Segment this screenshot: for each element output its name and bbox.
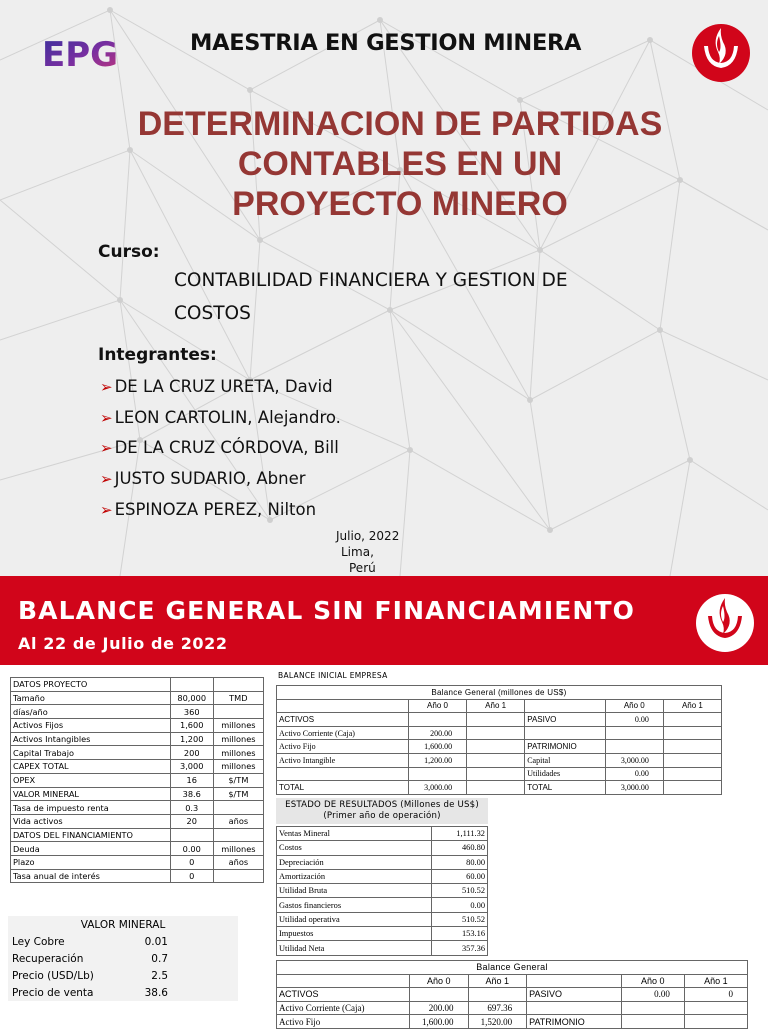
- banner-title: BALANCE GENERAL SIN FINANCIAMIENTO: [18, 596, 635, 625]
- table-cell: Ley Cobre: [12, 935, 65, 948]
- estado-resultados-table: [276, 826, 488, 956]
- table-cell: 0: [684, 988, 747, 1002]
- table-cell: OPEX: [11, 773, 171, 787]
- table-cell: Capital Trabajo: [11, 746, 171, 760]
- table-cell: 1,600: [170, 719, 213, 733]
- table-cell: [170, 678, 213, 692]
- table-title: Balance General (millones de US$): [277, 686, 722, 700]
- table-cell: $/TM: [213, 773, 263, 787]
- table-cell: PASIVO: [525, 713, 606, 727]
- table-cell: [525, 726, 606, 740]
- table-cell: 38.6: [170, 787, 213, 801]
- table-cell: Activos Fijos: [11, 719, 171, 733]
- table-cell: 510.52: [432, 912, 488, 926]
- table-cell: [467, 781, 525, 795]
- table-cell: [277, 767, 409, 781]
- table-cell: [468, 988, 527, 1002]
- table-row: [277, 912, 488, 926]
- table-row: [11, 773, 264, 787]
- table-row: [11, 869, 264, 883]
- banner-subtitle: Al 22 de Julio de 2022: [18, 634, 228, 653]
- table-cell: [408, 713, 466, 727]
- table-cell: [663, 781, 721, 795]
- table-cell: 3,000: [170, 760, 213, 774]
- table-row: [11, 746, 264, 760]
- table-row: [11, 842, 264, 856]
- list-item: [100, 466, 341, 497]
- list-item: [100, 497, 341, 528]
- table-cell: [663, 713, 721, 727]
- table-row: [277, 726, 722, 740]
- table-cell: 0: [170, 855, 213, 869]
- table-cell: [663, 740, 721, 754]
- table-row: [11, 855, 264, 869]
- table-row: [277, 869, 488, 883]
- table-cell: 80.00: [432, 855, 488, 869]
- table-row: [11, 719, 264, 733]
- table-cell: 510.52: [432, 884, 488, 898]
- table-cell: millones: [213, 746, 263, 760]
- table-row: [11, 801, 264, 815]
- table-row: [11, 828, 264, 842]
- balance-inicial-table: [276, 685, 722, 795]
- table-cell: DATOS PROYECTO: [11, 678, 171, 692]
- estado-resultados-title: ESTADO DE RESULTADOS (Millones de US$): [285, 800, 479, 810]
- integrantes-list: [100, 374, 341, 527]
- table-row: [277, 753, 722, 767]
- column-header: [527, 974, 622, 988]
- table-cell: Tasa anual de interés: [11, 869, 171, 883]
- table-cell: ACTIVOS: [277, 988, 410, 1002]
- table-cell: [409, 988, 468, 1002]
- table-title-row: [277, 686, 722, 700]
- table-cell: 0.00: [432, 898, 488, 912]
- list-item: [100, 435, 341, 466]
- curso-label: Curso:: [98, 242, 160, 262]
- table-cell: Activo Corriente (Caja): [277, 1001, 410, 1015]
- column-header: Año 0: [409, 974, 468, 988]
- table-cell: [170, 828, 213, 842]
- table-row: [11, 732, 264, 746]
- table-cell: millones: [213, 760, 263, 774]
- member-name: LEON CARTOLIN, Alejandro.: [114, 407, 341, 427]
- datos-proyecto-table: [10, 677, 264, 883]
- svg-text:EPG: EPG: [42, 35, 119, 75]
- table-row: [277, 855, 488, 869]
- table-row: [277, 898, 488, 912]
- table-cell: 0.00: [605, 767, 663, 781]
- table-cell: Depreciación: [277, 855, 432, 869]
- table-row: [277, 841, 488, 855]
- column-header: Año 1: [663, 699, 721, 713]
- table-title-row: [277, 961, 748, 975]
- date-line: Lima,: [341, 545, 374, 559]
- table-cell: 1,600.00: [409, 1015, 468, 1029]
- column-header: [277, 974, 410, 988]
- balance-general-table: [276, 960, 748, 1029]
- table-cell: 1,520.00: [468, 1015, 527, 1029]
- arrow-bullet-icon: ➢: [100, 439, 113, 458]
- table-cell: 200: [170, 746, 213, 760]
- table-cell: [663, 767, 721, 781]
- table-cell: [663, 753, 721, 767]
- table-cell: 1,600.00: [408, 740, 466, 754]
- member-name: DE LA CRUZ CÓRDOVA, Bill: [114, 438, 339, 458]
- table-row: [8, 950, 238, 967]
- table-cell: VALOR MINERAL: [11, 787, 171, 801]
- arrow-bullet-icon: ➢: [100, 378, 113, 396]
- table-cell: [213, 869, 263, 883]
- column-header: Año 0: [621, 974, 684, 988]
- table-cell: DATOS DEL FINANCIAMIENTO: [11, 828, 171, 842]
- table-row: [11, 678, 264, 692]
- table-cell: 0.00: [621, 988, 684, 1002]
- title-banner: [0, 576, 768, 665]
- table-row: [277, 781, 722, 795]
- table-row: [277, 740, 722, 754]
- table-cell: 0.00: [605, 713, 663, 727]
- table-cell: [605, 726, 663, 740]
- table-row: [277, 713, 722, 727]
- table-cell: ACTIVOS: [277, 713, 409, 727]
- estado-resultados-header: [276, 798, 488, 824]
- program-title: MAESTRIA EN GESTION MINERA: [190, 30, 582, 56]
- table-cell: 0.3: [170, 801, 213, 815]
- table-row: [277, 927, 488, 941]
- table-cell: 200.00: [408, 726, 466, 740]
- arrow-bullet-icon: ➢: [100, 500, 113, 519]
- table-cell: 60.00: [432, 869, 488, 883]
- balance-inicial-label: BALANCE INICIAL EMPRESA: [278, 671, 388, 680]
- table-row: [11, 691, 264, 705]
- table-cell: [684, 1015, 747, 1029]
- table-cell: 1,111.32: [432, 827, 488, 841]
- table-cell: millones: [213, 719, 263, 733]
- table-row: [277, 884, 488, 898]
- table-cell: 460.80: [432, 841, 488, 855]
- estado-resultados-subtitle: (Primer año de operación): [323, 811, 441, 821]
- table-cell: Deuda: [11, 842, 171, 856]
- slide-title-line: PROYECTO MINERO: [232, 185, 568, 223]
- table-cell: 20: [170, 814, 213, 828]
- table-row: [277, 941, 488, 955]
- table-row: [277, 988, 748, 1002]
- table-cell: 38.6: [144, 986, 168, 999]
- table-cell: [621, 1001, 684, 1015]
- table-cell: Activo Fijo: [277, 740, 409, 754]
- table-cell: Utilidad Bruta: [277, 884, 432, 898]
- table-cell: TOTAL: [525, 781, 606, 795]
- table-row: [277, 827, 488, 841]
- table-header-row: [277, 974, 748, 988]
- table-cell: 2.5: [151, 969, 168, 982]
- table-cell: 0: [170, 869, 213, 883]
- table-cell: [213, 678, 263, 692]
- table-header-row: [277, 699, 722, 713]
- date-line: Perú: [349, 561, 376, 575]
- table-cell: Recuperación: [12, 952, 84, 965]
- table-cell: Gastos financieros: [277, 898, 432, 912]
- table-cell: Capital: [525, 753, 606, 767]
- table-cell: 697.36: [468, 1001, 527, 1015]
- table-cell: 200.00: [409, 1001, 468, 1015]
- column-header: [525, 699, 606, 713]
- table-cell: [467, 726, 525, 740]
- balance-slide: [0, 576, 768, 1027]
- curso-name: CONTABILIDAD FINANCIERA Y GESTION DE COSTOS: [174, 270, 568, 324]
- upc-logo-icon: [694, 592, 756, 654]
- list-item: [100, 405, 341, 436]
- table-cell: CAPEX TOTAL: [11, 760, 171, 774]
- upc-logo-icon: [690, 22, 752, 84]
- table-cell: [605, 740, 663, 754]
- table-row: [277, 1015, 748, 1029]
- table-cell: millones: [213, 732, 263, 746]
- table-cell: Activos Intangibles: [11, 732, 171, 746]
- table-cell: millones: [213, 842, 263, 856]
- table-cell: Plazo: [11, 855, 171, 869]
- table-cell: 153.16: [432, 927, 488, 941]
- valor-mineral-table: [8, 916, 238, 1001]
- table-cell: [213, 828, 263, 842]
- table-cell: PASIVO: [527, 988, 622, 1002]
- slide-title-line: CONTABLES EN UN: [237, 145, 563, 183]
- table-row: [11, 787, 264, 801]
- table-cell: 3,000.00: [605, 781, 663, 795]
- table-cell: Activo Intangible: [277, 753, 409, 767]
- table-cell: Activo Fijo: [277, 1015, 410, 1029]
- table-cell: Vida activos: [11, 814, 171, 828]
- date-line: Julio, 2022: [336, 529, 400, 543]
- column-header: Año 1: [467, 699, 525, 713]
- table-cell: [663, 726, 721, 740]
- table-cell: días/año: [11, 705, 171, 719]
- table-cell: PATRIMONIO: [525, 740, 606, 754]
- table-cell: 3,000.00: [408, 781, 466, 795]
- table-header-row: [8, 916, 238, 933]
- table-cell: Utilidades: [525, 767, 606, 781]
- column-header: Año 0: [408, 699, 466, 713]
- table-cell: TOTAL: [277, 781, 409, 795]
- table-cell: [467, 713, 525, 727]
- member-name: DE LA CRUZ URETA, David: [114, 377, 333, 396]
- table-cell: [213, 801, 263, 815]
- table-title: Balance General: [277, 961, 748, 975]
- table-cell: 0.00: [170, 842, 213, 856]
- table-cell: [621, 1015, 684, 1029]
- table-row: [11, 705, 264, 719]
- member-name: JUSTO SUDARIO, Abner: [114, 469, 306, 489]
- epg-logo: [42, 30, 119, 75]
- table-cell: Utilidad Neta: [277, 941, 432, 955]
- date-place: [336, 528, 399, 576]
- table-cell: 1,200.00: [408, 753, 466, 767]
- table-row: [11, 760, 264, 774]
- table-cell: $/TM: [213, 787, 263, 801]
- table-cell: Tamaño: [11, 691, 171, 705]
- table-cell: [213, 705, 263, 719]
- table-row: [8, 933, 238, 950]
- column-header: Año 0: [605, 699, 663, 713]
- table-cell: Impuestos: [277, 927, 432, 941]
- table-cell: Precio de venta: [12, 986, 94, 999]
- table-cell: [408, 767, 466, 781]
- table-cell: 1,200: [170, 732, 213, 746]
- table-cell: Ventas Mineral: [277, 827, 432, 841]
- table-cell: 360: [170, 705, 213, 719]
- list-item: [100, 374, 341, 405]
- slide-title: [80, 104, 720, 224]
- table-cell: Utilidad operativa: [277, 912, 432, 926]
- table-cell: [527, 1001, 622, 1015]
- table-cell: 0.7: [151, 952, 168, 965]
- table-row: [8, 984, 238, 1001]
- table-cell: 0.01: [144, 935, 168, 948]
- table-cell: Costos: [277, 841, 432, 855]
- table-cell: años: [213, 855, 263, 869]
- table-row: [277, 1001, 748, 1015]
- arrow-bullet-icon: ➢: [100, 470, 113, 489]
- table-cell: TMD: [213, 691, 263, 705]
- table-row: [8, 967, 238, 984]
- table-row: [277, 767, 722, 781]
- table-cell: años: [213, 814, 263, 828]
- table-cell: PATRIMONIO: [527, 1015, 622, 1029]
- table-cell: 16: [170, 773, 213, 787]
- table-cell: Precio (USD/Lb): [12, 969, 94, 982]
- table-cell: 80,000: [170, 691, 213, 705]
- table-cell: [467, 767, 525, 781]
- table-row: [11, 814, 264, 828]
- table-cell: Amortización: [277, 869, 432, 883]
- table-cell: [684, 1001, 747, 1015]
- column-header: Año 1: [684, 974, 747, 988]
- slide-title-line: DETERMINACION DE PARTIDAS: [137, 105, 663, 143]
- column-header: [277, 699, 409, 713]
- column-header: Año 1: [468, 974, 527, 988]
- table-cell: Tasa de impuesto renta: [11, 801, 171, 815]
- table-cell: Activo Corriente (Caja): [277, 726, 409, 740]
- member-name: ESPINOZA PEREZ, Nilton: [114, 499, 317, 519]
- table-cell: [467, 753, 525, 767]
- valor-mineral-title: VALOR MINERAL: [80, 918, 166, 931]
- arrow-bullet-icon: ➢: [100, 408, 113, 427]
- table-cell: 3,000.00: [605, 753, 663, 767]
- table-cell: 357.36: [432, 941, 488, 955]
- table-cell: [467, 740, 525, 754]
- integrantes-label: Integrantes:: [98, 345, 217, 365]
